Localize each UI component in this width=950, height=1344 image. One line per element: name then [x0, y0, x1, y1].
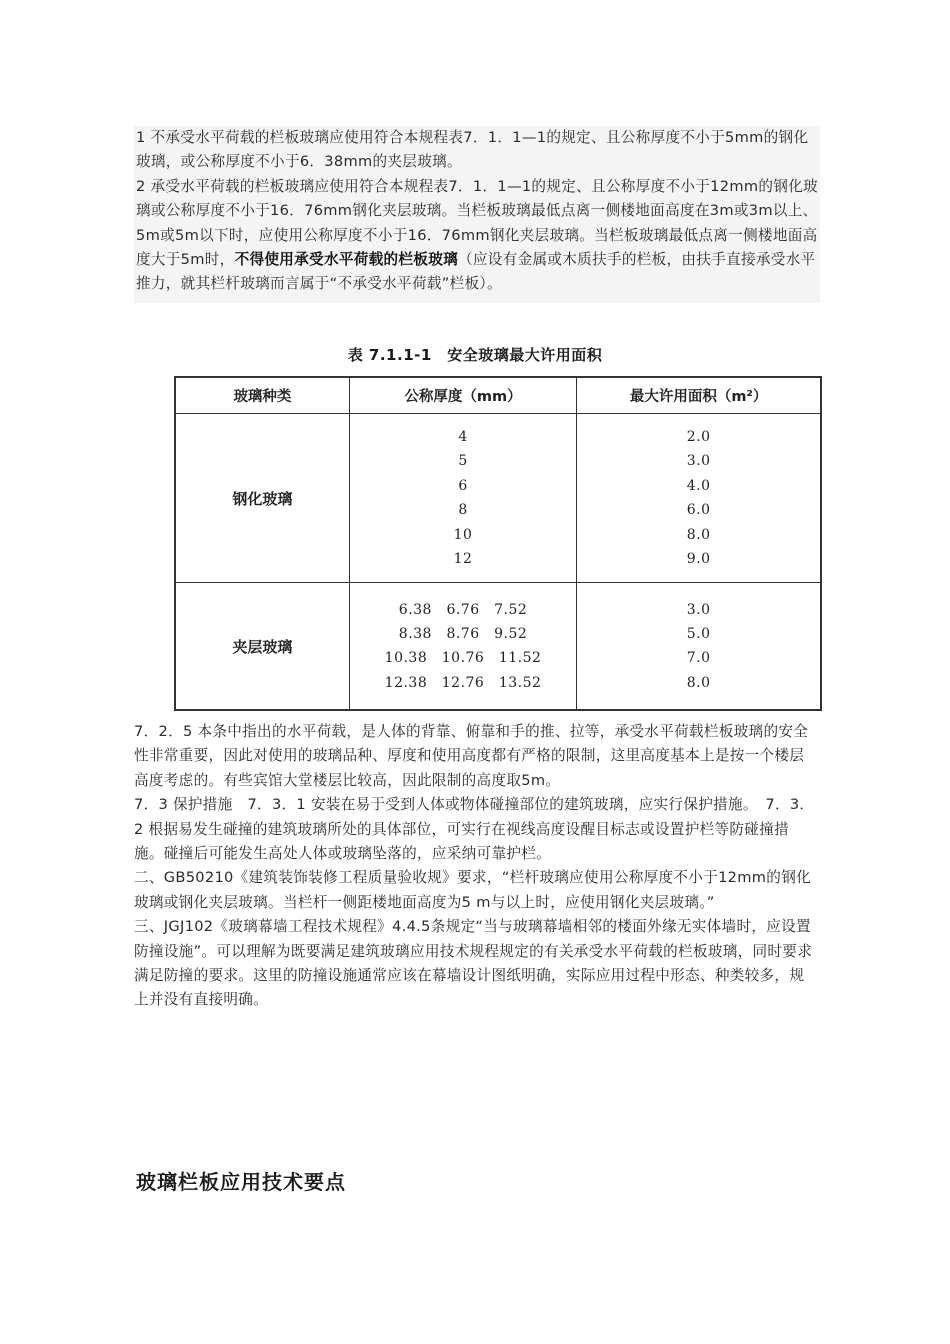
thickness-value: 5	[458, 453, 468, 470]
thickness-value: 10	[453, 526, 473, 543]
body-text-block	[134, 720, 818, 1013]
thickness-value: 6.38 6.76 7.52	[398, 601, 528, 618]
thickness-value: 8	[458, 502, 468, 519]
area-cell	[577, 414, 821, 583]
area-cell	[577, 583, 821, 711]
thickness-value: 6	[458, 477, 468, 494]
body-paragraph-2: 7．3 保护措施 7．3．1 安装在易于受到人体或物体碰撞部位的建筑玻璃，应实行保护措施。 7．3．2 根据易发生碰撞的建筑玻璃所处的具体部位，可实行在视线高度设醒目标志或设置护栏等防碰撞措施。碰撞后可能发生高处人体或玻璃坠落的，应采纳可靠护栏。	[134, 796, 815, 863]
header-max-area: 最大许用面积（m²）	[577, 377, 821, 414]
table-caption: 表 7.1.1-1 安全玻璃最大许用面积	[347, 346, 603, 364]
table-header-row	[175, 377, 821, 414]
area-value: 7.0	[686, 650, 711, 667]
intro-paragraph-2-note: （应设有金属或木质扶手的栏板，由扶手直接承受水平推力，就其栏杆玻璃而言属于“不承受水平荷载”栏板）。	[136, 251, 816, 293]
intro-text-block	[134, 126, 820, 303]
thickness-value: 12	[453, 551, 473, 568]
intro-paragraph-2-text: 2 承受水平荷载的栏板玻璃应使用符合本规程表7．1．1—1的规定、且公称厚度不小于12mm的钢化玻璃或公称厚度不小于16．76mm钢化夹层玻璃。当栏板玻璃最低点离一侧楼地面高度在3m或3m以上、5m或5m以下时，应使用公称厚度不小于16．76mm钢化夹层玻璃。当栏板玻璃最低点离一侧楼地面高度大于5m时，	[136, 177, 818, 269]
area-value: 8.0	[686, 674, 711, 691]
area-value: 6.0	[686, 502, 711, 519]
body-paragraph-4: 三、JGJ102《玻璃幕墙工程技术规程》4.4.5条规定“当与玻璃幕墙相邻的楼面外缘无实体墙时，应设置防撞设施”。可以理解为既要满足建筑玻璃应用技术规程规定的有关承受水平荷载的栏板玻璃，同时要求满足防撞的要求。这里的防撞设施通常应该在幕墙设计图纸明确，实际应用过程中形态、种类较多，规上并没有直接明确。	[134, 918, 813, 1009]
thickness-cell	[349, 414, 576, 583]
area-value: 2.0	[686, 429, 711, 445]
thickness-value: 8.38 8.76 9.52	[398, 626, 528, 643]
area-value: 3.0	[686, 453, 711, 470]
thickness-value: 10.38 10.76 11.52	[384, 650, 542, 667]
intro-paragraph-1: 1 不承受水平荷载的栏板玻璃应使用符合本规程表7．1．1—1的规定、且公称厚度不小于5mm的钢化玻璃，或公称厚度不小于6．38mm的夹层玻璃。	[136, 129, 809, 171]
safety-glass-table	[174, 376, 822, 711]
thickness-cell	[349, 583, 576, 711]
thickness-value: 4	[458, 429, 468, 445]
area-value: 3.0	[686, 601, 711, 618]
table-row	[175, 414, 821, 583]
area-value: 9.0	[686, 551, 711, 568]
header-thickness: 公称厚度（mm）	[349, 377, 576, 414]
glass-type-laminated: 夹层玻璃	[175, 583, 349, 711]
area-value: 4.0	[686, 477, 711, 494]
intro-paragraph-2-emphasis: 不得使用承受水平荷载的栏板玻璃	[234, 251, 458, 269]
header-glass-type: 玻璃种类	[175, 377, 349, 414]
area-value: 8.0	[686, 526, 711, 543]
body-paragraph-3: 二、GB50210《建筑装饰装修工程质量验收规》要求，“栏杆玻璃应使用公称厚度不小于12mm的钢化玻璃或钢化夹层玻璃。当栏杆一侧距楼地面高度为5 m与以上时，应使用钢化夹层玻璃。”	[134, 869, 811, 911]
table-row	[175, 583, 821, 711]
body-paragraph-1: 7．2．5 本条中指出的水平荷载，是人体的背靠、俯靠和手的推、拉等，承受水平荷载栏板玻璃的安全性非常重要，因此对使用的玻璃品种、厚度和使用高度都有严格的限制，这里高度基本上是按一个楼层高度考虑的。有些宾馆大堂楼层比较高，因此限制的高度取5m。	[134, 723, 809, 789]
thickness-value: 12.38 12.76 13.52	[384, 674, 542, 691]
section-heading: 玻璃栏板应用技术要点	[136, 1170, 346, 1194]
area-value: 5.0	[686, 626, 711, 643]
glass-type-tempered: 钢化玻璃	[175, 414, 349, 583]
intro-paragraph-2	[136, 175, 820, 297]
